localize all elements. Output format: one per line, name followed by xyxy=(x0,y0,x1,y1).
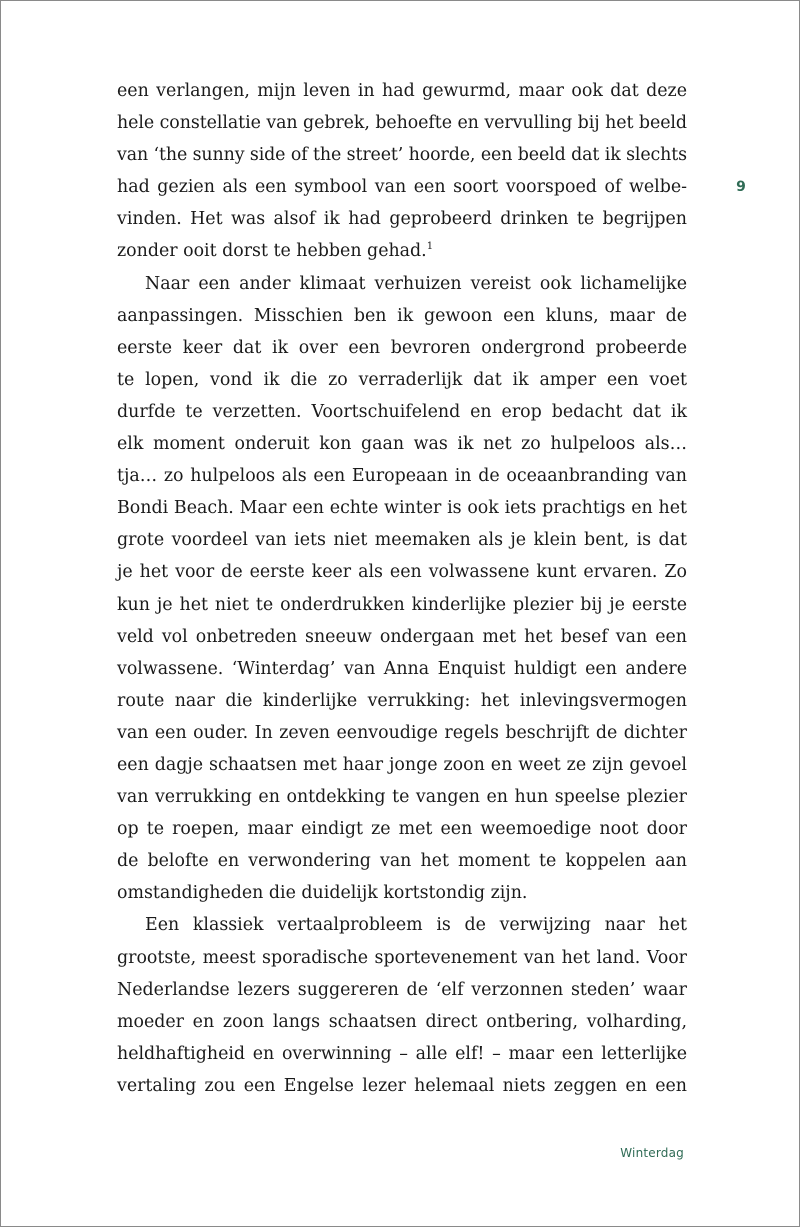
text-line: eerste keer dat ik over een bevroren ondergrond probeerde xyxy=(117,337,687,358)
text-line: elk moment onderuit kon gaan was ik net zo hulpeloos als… xyxy=(117,434,687,455)
text-line: Nederlandse lezers suggereren de ‘elf verzonnen steden’ waar xyxy=(117,979,687,1000)
text-line: durfde te verzetten. Voortschuifelend en erop bedacht dat ik xyxy=(117,401,687,422)
text-line: te lopen, vond ik die zo verraderlijk dat ik amper een voet xyxy=(117,369,687,390)
running-footer: Winterdag xyxy=(620,1146,684,1160)
text-line: vinden. Het was alsof ik had geprobeerd drinken te begrijpen xyxy=(117,209,687,230)
text-line: had gezien als een symbool van een soort voorspoed of welbe- xyxy=(117,177,687,198)
text-line: Naar een ander klimaat verhuizen vereist ook lichamelijke xyxy=(145,273,687,294)
text-line: op te roepen, maar eindigt ze met een weemoedige noot door xyxy=(117,819,687,840)
paragraph-3 xyxy=(117,909,687,1102)
text-line: van een ouder. In zeven eenvoudige regels beschrijft de dichter xyxy=(117,722,687,743)
text-line: vertaling zou een Engelse lezer helemaal niets zeggen en een xyxy=(117,1075,687,1096)
footnote-reference[interactable]: 1 xyxy=(426,241,434,253)
text-line: zonder ooit dorst te hebben gehad. xyxy=(117,241,427,262)
text-line: aanpassingen. Misschien ben ik gewoon een kluns, maar de xyxy=(117,305,687,326)
text-line: de belofte en verwondering van het moment te koppelen aan xyxy=(117,851,687,872)
text-line: hele constellatie van gebrek, behoefte en vervulling bij het beeld xyxy=(117,113,687,134)
text-line: je het voor de eerste keer als een volwassene kunt ervaren. Zo xyxy=(117,562,687,583)
text-line: kun je het niet te onderdrukken kinderlijke plezier bij je eerste xyxy=(117,594,687,615)
text-line: grootste, meest sporadische sportevenement van het land. Voor xyxy=(117,947,687,968)
text-line: tja… zo hulpeloos als een Europeaan in de oceaanbranding van xyxy=(117,466,687,487)
body-text xyxy=(117,75,687,1102)
text-line: een dagje schaatsen met haar jonge zoon en weet ze zijn gevoel xyxy=(117,754,687,775)
text-line: route naar die kinderlijke verrukking: het inlevingsvermogen xyxy=(117,690,687,711)
paragraph-1 xyxy=(117,75,687,268)
page-number: 9 xyxy=(736,179,746,195)
text-line: van verrukking en ontdekking te vangen en hun speelse plezier xyxy=(117,787,687,808)
text-line: Een klassiek vertaalprobleem is de verwijzing naar het xyxy=(145,915,687,936)
text-line-with-footnote xyxy=(117,235,687,267)
text-line: volwassene. ‘Winterdag’ van Anna Enquist huldigt een andere xyxy=(117,658,687,679)
text-line: moeder en zoon langs schaatsen direct ontbering, volharding, xyxy=(117,1011,687,1032)
text-line: omstandigheden die duidelijk kortstondig zijn. xyxy=(117,883,528,904)
paragraph-2 xyxy=(117,268,687,910)
text-line: heldhaftigheid en overwinning – alle elf! – maar een letterlijke xyxy=(117,1043,687,1064)
text-line: een verlangen, mijn leven in had gewurmd, maar ook dat deze xyxy=(117,81,687,101)
text-line: veld vol onbetreden sneeuw ondergaan met het besef van een xyxy=(117,626,687,647)
text-line: grote voordeel van iets niet meemaken als je klein bent, is dat xyxy=(117,530,687,551)
text-line: van ‘the sunny side of the street’ hoorde, een beeld dat ik slechts xyxy=(117,145,687,166)
text-line: Bondi Beach. Maar een echte winter is ook iets prachtigs en het xyxy=(117,498,687,519)
